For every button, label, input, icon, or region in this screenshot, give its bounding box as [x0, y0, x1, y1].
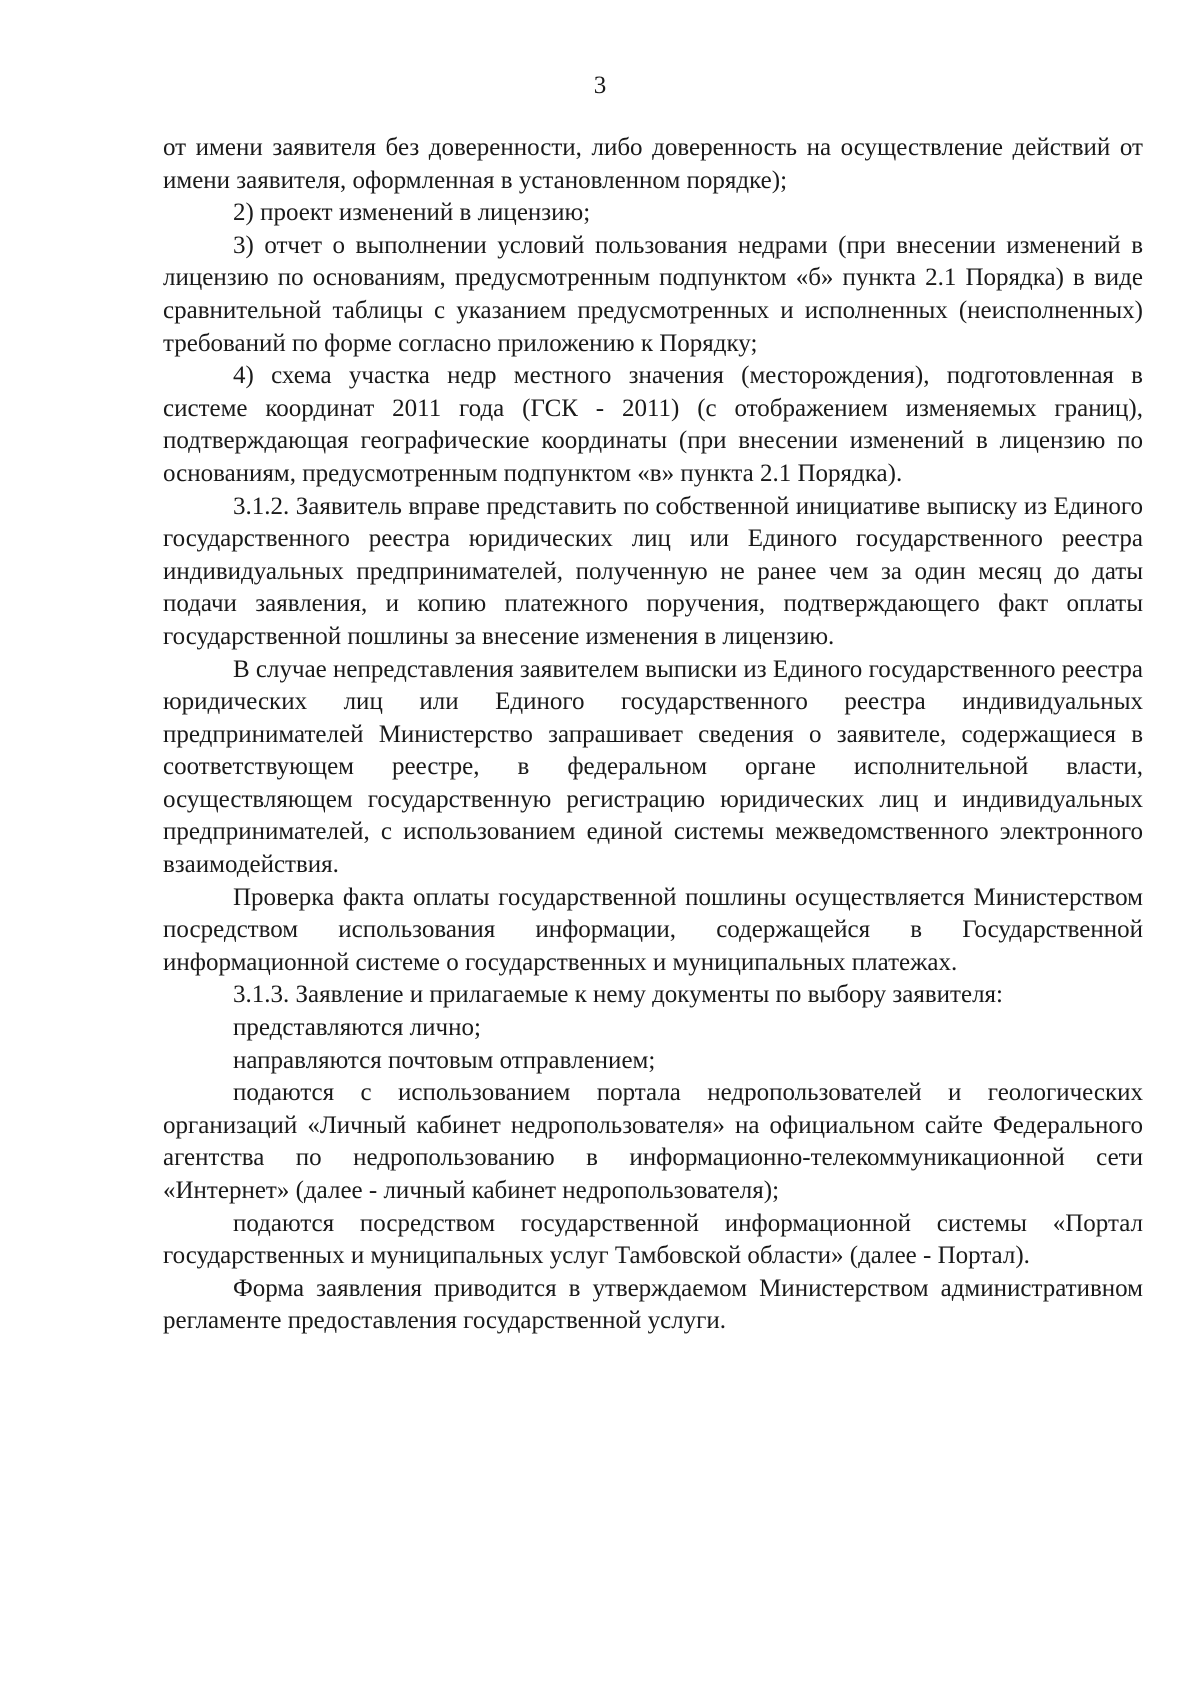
- paragraph-3-1-2: 3.1.2. Заявитель вправе представить по собственной инициативе выписку из Единого государственного реестра юридических лиц или Единого государственного реестра индивидуальных предпринимателей, полученную не ранее чем за один месяц до даты подачи заявления, и копию платежного поручения, подтверждающего факт оплаты государственной пошлины за внесение изменения в лицензию.: [163, 492, 1143, 650]
- page-number: 3: [593, 72, 607, 99]
- paragraph-non-submission: В случае непредставления заявителем выписки из Единого государственного реестра юридических лиц или Единого государственного реестра индивидуальных предпринимателей Министерство запрашивает сведения о заявителе, содержащиеся в соответствующем реестре, в федеральном органе исполнительной власти, осуществляющем государственную регистрацию юридических лиц и индивидуальных предпринимателей, с использованием единой системы межведомственного электронного взаимодействия.: [163, 655, 1143, 879]
- paragraph-in-person: представляются лично;: [233, 1014, 481, 1042]
- paragraph-fee-check: Проверка факта оплаты государственной пошлины осуществляется Министерством посредством использования информации, содержащейся в Государственной информационной системе о государственных и муниципальных платежах.: [163, 883, 1143, 976]
- paragraph-by-mail: направляются почтовым отправлением;: [233, 1046, 656, 1074]
- document-body: [163, 132, 1143, 1338]
- paragraph-application-form: Форма заявления приводится в утверждаемом Министерством административном регламенте предоставления государственной услуги.: [163, 1274, 1143, 1335]
- paragraph-item-2: 2) проект изменений в лицензию;: [233, 199, 591, 227]
- paragraph-item-3: 3) отчет о выполнении условий пользования недрами (при внесении изменений в лицензию по основаниям, предусмотренным подпунктом «б» пункта 2.1 Порядка) в виде сравнительной таблицы с указанием предусмотренных и исполненных (неисполненных) требований по форме согласно приложению к Порядку;: [163, 231, 1143, 357]
- paragraph-subsoil-portal: подаются с использованием портала недропользователей и геологических организаций «Личный кабинет недропользователя» на официальном сайте Федерального агентства по недропользованию в информационно-телекоммуникационной сети «Интернет» (далее - личный кабинет недропользователя);: [163, 1079, 1143, 1204]
- paragraph-3-1-3: 3.1.3. Заявление и прилагаемые к нему документы по выбору заявителя:: [233, 981, 1003, 1009]
- paragraph-state-portal: подаются посредством государственной информационной системы «Портал государственных и муниципальных услуг Тамбовской области» (далее - Портал).: [163, 1209, 1143, 1270]
- paragraph-continuation: от имени заявителя без доверенности, либо доверенность на осуществление действий от имени заявителя, оформленная в установленном порядке);: [163, 134, 1143, 194]
- paragraph-item-4: 4) схема участка недр местного значения (месторождения), подготовленная в системе координат 2011 года (ГСК - 2011) (с отображением изменяемых границ), подтверждающая географические координаты (при внесении изменений в лицензию по основаниям, предусмотренным подпунктом «в» пункта 2.1 Порядка).: [163, 362, 1143, 487]
